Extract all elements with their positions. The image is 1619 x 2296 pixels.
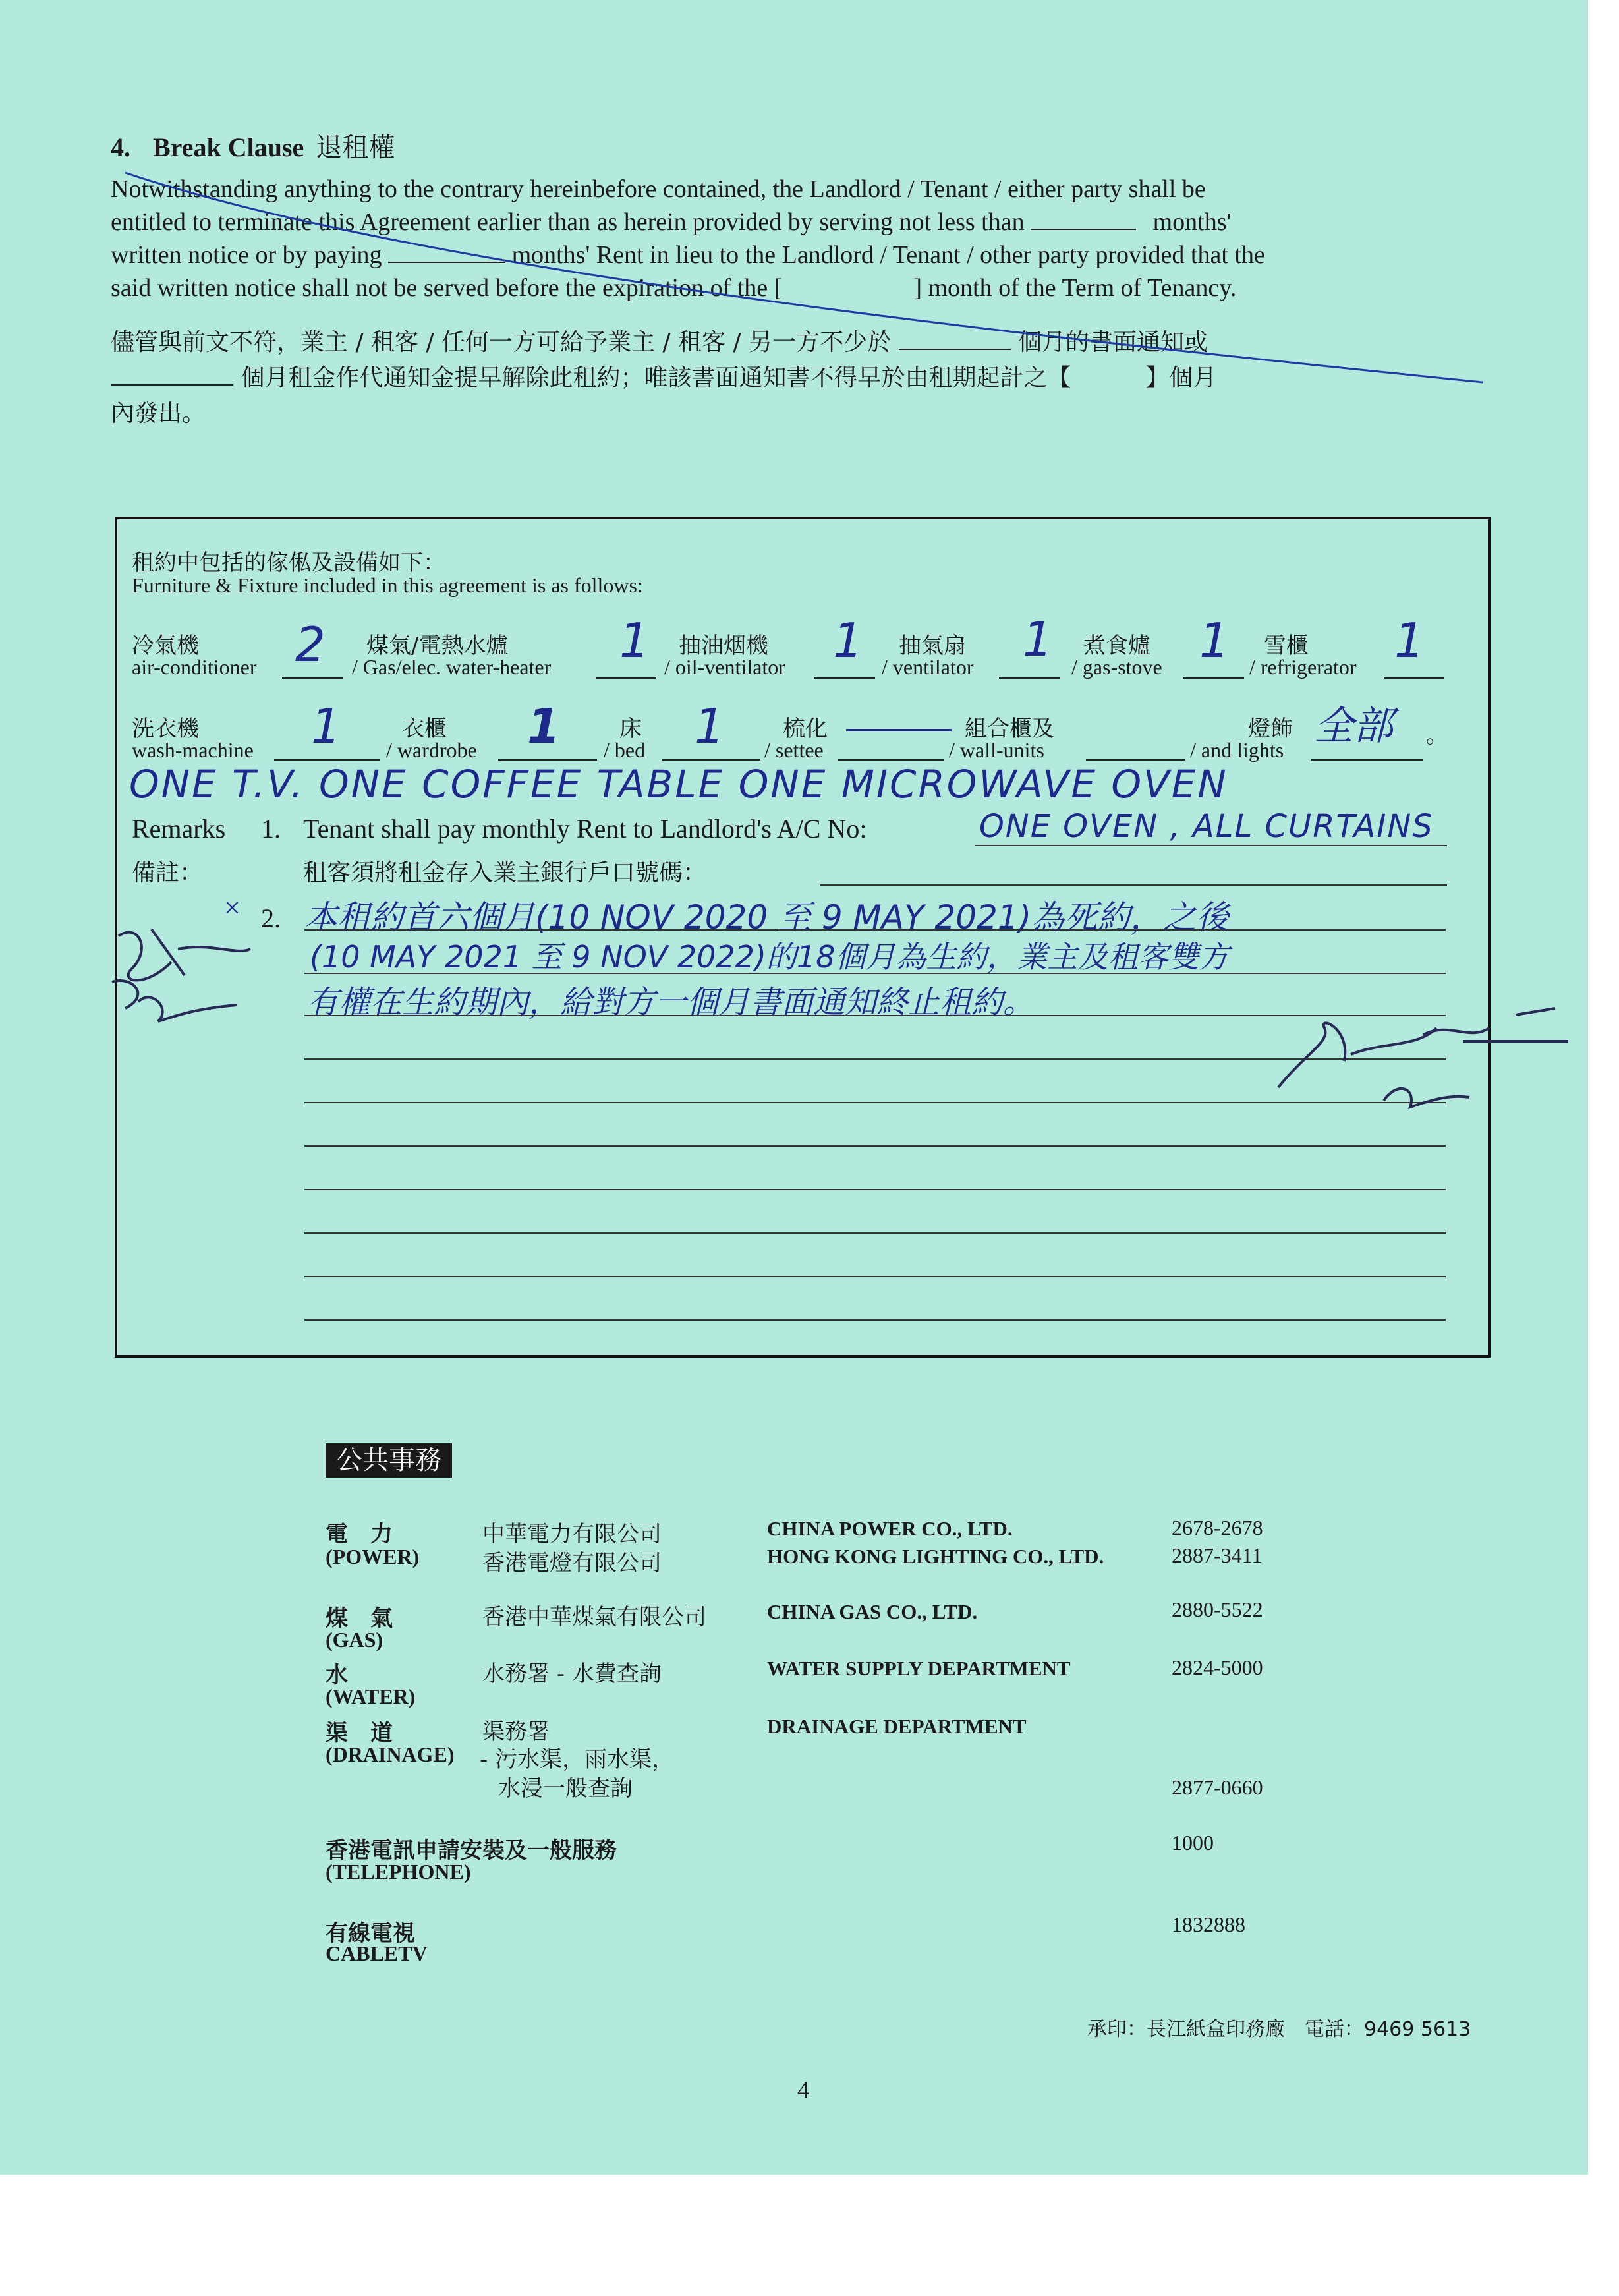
utility-company-zh: 渠務署: [482, 1719, 550, 1745]
remarks-item1-handwritten: ONE OVEN , ALL CURTAINS: [979, 808, 1434, 845]
item-label-en: / and lights: [1190, 738, 1284, 762]
item-label-zh: 洗衣機: [132, 716, 199, 742]
furniture-heading-zh: 租約中包括的傢俬及設備如下：: [132, 550, 445, 576]
break-clause-zh-line1: 儘管與前文不符，業主 / 租客 / 任何一方可給予業主 / 租客 / 另一方不少於 個月的書面通知或: [111, 329, 1208, 356]
break-clause-en-line4: said written notice shall not be served before the expiration of the [ ] month of the Term of Tenancy.: [111, 274, 1237, 302]
break-clause-en-line2: entitled to terminate this Agreement earlier than as herein provided by serving not less than months': [111, 208, 1232, 236]
item-label-zh: 抽油烟機: [679, 633, 768, 659]
utility-label-zh: 有線電視: [326, 1920, 415, 1947]
item-value-handwritten: 1: [619, 613, 650, 668]
section-title-zh: 退租權: [316, 132, 395, 163]
item-label-en: / gas-stove: [1071, 655, 1162, 679]
item-label-zh: 冷氣機: [132, 633, 199, 659]
break-clause-en-line1: Notwithstanding anything to the contrary hereinbefore contained, the Landlord / Tenant / either party shall be: [111, 175, 1206, 203]
row-end-mark: 。: [1426, 722, 1448, 749]
utility-label-zh: 電 力: [326, 1521, 393, 1547]
utility-label-en: CABLETV: [326, 1941, 428, 1965]
item-label-zh: 組合櫃及: [965, 716, 1054, 742]
remarks-item2-number: 2.: [261, 904, 281, 933]
utility-label-en: (WATER): [326, 1684, 416, 1708]
utility-company-en: DRAINAGE DEPARTMENT: [767, 1715, 1027, 1738]
item-label-zh: 梳化: [783, 716, 828, 742]
remarks-item2-line3: 有權在生約期內，給對方一個月書面通知終止租約。: [307, 984, 1035, 1021]
item-value-handwritten: 1: [527, 699, 561, 754]
break-clause-zh-line3: 內發出。: [111, 400, 206, 427]
public-affairs-tag: 公共事務: [326, 1443, 452, 1478]
remarks-item1-text: Tenant shall pay monthly Rent to Landlord's A/C No:: [303, 814, 867, 844]
break-clause-zh-line2: 個月租金作代通知金提早解除此租約；唯該書面通知書不得早於由租期起計之【 】個月: [111, 361, 1492, 395]
utility-label-zh: 香港電訊申請安裝及一般服務: [326, 1837, 617, 1864]
utility-company-zh: 水務署 - 水費查詢: [482, 1661, 662, 1687]
item-label-zh: 雪櫃: [1264, 633, 1309, 659]
item-value-handwritten: 1: [311, 699, 341, 754]
utility-phone: 2877-0660: [1172, 1775, 1263, 1799]
printer-credit: 承印：長江紙盒印務廠 電話：9469 5613: [1087, 2018, 1471, 2041]
extra-items-handwritten: ONE T.V. ONE COFFEE TABLE ONE MICROWAVE OVEN: [129, 762, 1228, 807]
utility-label-en: (POWER): [326, 1545, 420, 1568]
utility-company-zh: 香港中華煤氣有限公司: [482, 1604, 706, 1630]
item-label-en: / settee: [764, 738, 824, 762]
remarks-label-zh: 備註：: [132, 859, 204, 886]
remarks-item1-zh: 租客須將租金存入業主銀行戶口號碼：: [303, 859, 707, 886]
section-number: 4.: [111, 132, 130, 162]
utility-phone: 2887-3411: [1172, 1543, 1263, 1567]
utility-phone: 1832888: [1172, 1912, 1245, 1936]
item-value-handwritten: 1: [695, 699, 725, 754]
item-label-zh: 煮食爐: [1083, 633, 1150, 659]
item-value-handwritten: 2: [295, 617, 326, 672]
item-label-en: / wardrobe: [386, 738, 477, 762]
item-value-handwritten: 1: [1199, 613, 1230, 668]
item-label-en: / Gas/elec. water-heater: [352, 655, 552, 679]
item-label-zh: 抽氣扇: [899, 633, 966, 659]
page-number: 4: [797, 2077, 809, 2103]
item-label-en: air-conditioner: [132, 655, 257, 679]
utility-label-zh: 渠 道: [326, 1720, 393, 1746]
strike-through-mark: [105, 158, 1502, 395]
item-value-handwritten: 1: [833, 613, 863, 668]
item-label-en: / oil-ventilator: [664, 655, 785, 679]
utility-label-en: (DRAINAGE): [326, 1742, 455, 1766]
utility-company-en: CHINA POWER CO., LTD.: [767, 1517, 1013, 1540]
furniture-heading-en: Furniture & Fixture included in this agreement is as follows:: [132, 573, 643, 597]
utility-company-en: WATER SUPPLY DEPARTMENT: [767, 1657, 1071, 1680]
remarks-item2-line1: 本租約首六個月(10 NOV 2020 至 9 MAY 2021)為死約，之後: [304, 898, 1230, 936]
utility-phone: 1000: [1172, 1831, 1214, 1854]
item-label-zh: 煤氣/電熱水爐: [366, 633, 509, 659]
utility-label-en: (TELEPHONE): [326, 1860, 471, 1883]
scan-margin-right: [1588, 0, 1619, 2296]
break-clause-en-line3: written notice or by paying months' Rent in lieu to the Landlord / Tenant / other party provided that the: [111, 241, 1265, 269]
item-label-en: / ventilator: [882, 655, 974, 679]
item-label-zh: 床: [619, 716, 642, 742]
remarks-item2-line2: (10 MAY 2021 至 9 NOV 2022)的18個月為生約，業主及租客雙方: [310, 939, 1230, 975]
item-label-en: / wall-units: [949, 738, 1044, 762]
utility-company-zh: - 污水渠，雨水渠，: [480, 1746, 675, 1773]
utility-phone: 2678-2678: [1172, 1516, 1263, 1539]
utility-company-en: CHINA GAS CO., LTD.: [767, 1600, 978, 1623]
scan-margin-bottom: [0, 2175, 1619, 2296]
utility-company-en: HONG KONG LIGHTING CO., LTD.: [767, 1545, 1104, 1568]
item-label-en: / refrigerator: [1249, 655, 1357, 679]
utility-phone: 2824-5000: [1172, 1655, 1263, 1679]
item-value-handwritten: 1: [1394, 613, 1425, 668]
item-label-en: / bed: [604, 738, 646, 762]
item-value-handwritten: 全部: [1314, 703, 1393, 749]
utility-company-zh: 水浸一般查詢: [498, 1775, 633, 1802]
remarks-label-en: Remarks: [132, 814, 226, 844]
item-label-en: wash-machine: [132, 738, 254, 762]
utility-label-zh: 水: [326, 1662, 348, 1688]
section-title-en: Break Clause: [153, 132, 304, 162]
item-value-handwritten: 1: [1023, 612, 1053, 667]
utility-label-zh: 煤 氣: [326, 1605, 393, 1632]
utility-company-zh: 中華電力有限公司: [482, 1521, 662, 1547]
utility-company-zh: 香港電燈有限公司: [482, 1550, 662, 1576]
remarks-item1-number: 1.: [261, 814, 281, 844]
utility-label-en: (GAS): [326, 1628, 383, 1651]
item-label-zh: 衣櫃: [402, 716, 447, 742]
cross-mark: ×: [224, 892, 241, 924]
utility-phone: 2880-5522: [1172, 1597, 1263, 1621]
item-label-zh: 燈飾: [1248, 716, 1293, 742]
signature-right: [1252, 1002, 1581, 1120]
signature-left: [92, 909, 283, 1041]
